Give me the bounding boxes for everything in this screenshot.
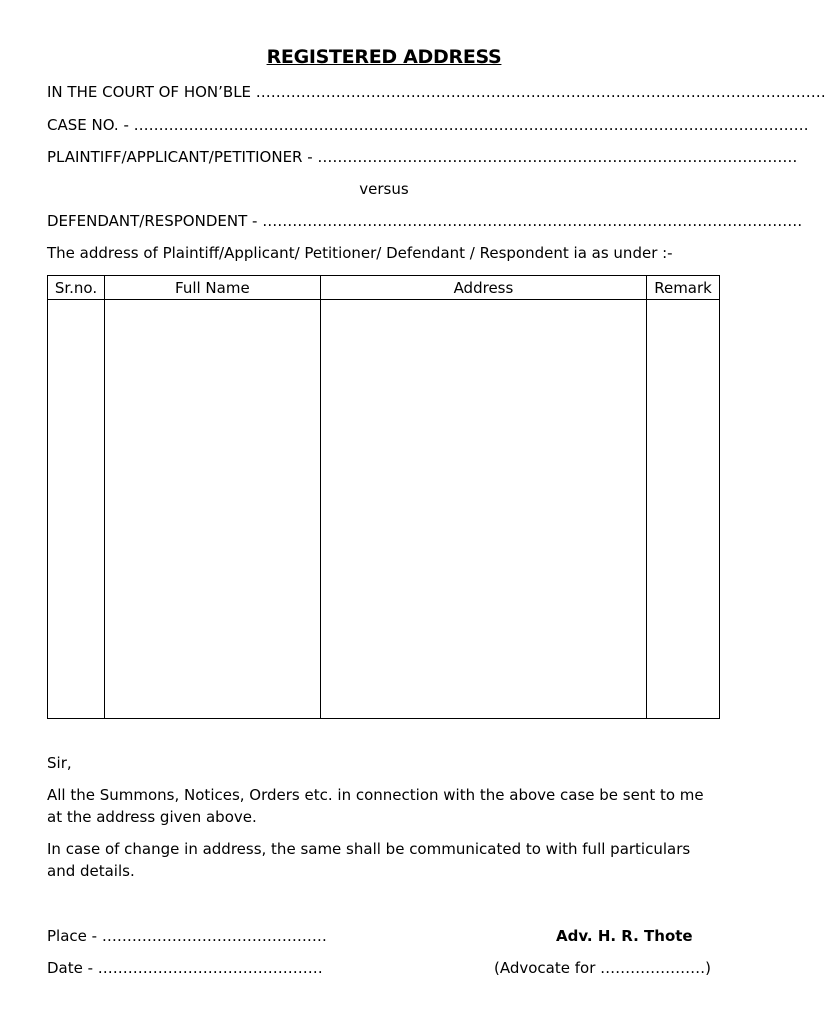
column-header-full-name: Full Name [104,276,320,300]
column-header-sr-no: Sr.no. [48,276,105,300]
remark-cell[interactable] [647,300,720,719]
versus-label: versus [359,180,409,198]
column-header-address: Address [320,276,646,300]
address-cell[interactable] [320,300,646,719]
sr-no-cell[interactable] [48,300,105,719]
full-name-cell[interactable] [104,300,320,719]
table-row [48,300,720,719]
column-header-remark: Remark [647,276,720,300]
salutation: Sir, [47,754,72,772]
address-change-paragraph: In case of change in address, the same shall be communicated to with full particulars and details. [47,840,691,880]
plaintiff-line: PLAINTIFF/APPLICANT/PETITIONER - …………………………………………………………………………………… [47,148,798,166]
table-header-row [48,276,720,300]
date-field: Date - ……………………………………… [47,959,323,977]
place-field: Place - ……………………………………… [47,927,327,945]
document-title: REGISTERED ADDRESS [266,46,502,68]
case-number-line: CASE NO. - ……………………………………………………………………………………………………………………… [47,116,809,134]
address-intro-line: The address of Plaintiff/Applicant/ Petitioner/ Defendant / Respondent ia as under :- [47,244,673,262]
court-line: IN THE COURT OF HON’BLE …………………………………………………………………………………………………… [47,83,826,101]
advocate-for-line: (Advocate for …………………) [494,959,711,977]
advocate-name: Adv. H. R. Thote [556,927,693,945]
defendant-line: DEFENDANT/RESPONDENT - ……………………………………………………………………………………………… [47,212,803,230]
address-table [47,275,720,719]
summons-paragraph: All the Summons, Notices, Orders etc. in connection with the above case be sent to me at the address given above. [47,786,704,826]
